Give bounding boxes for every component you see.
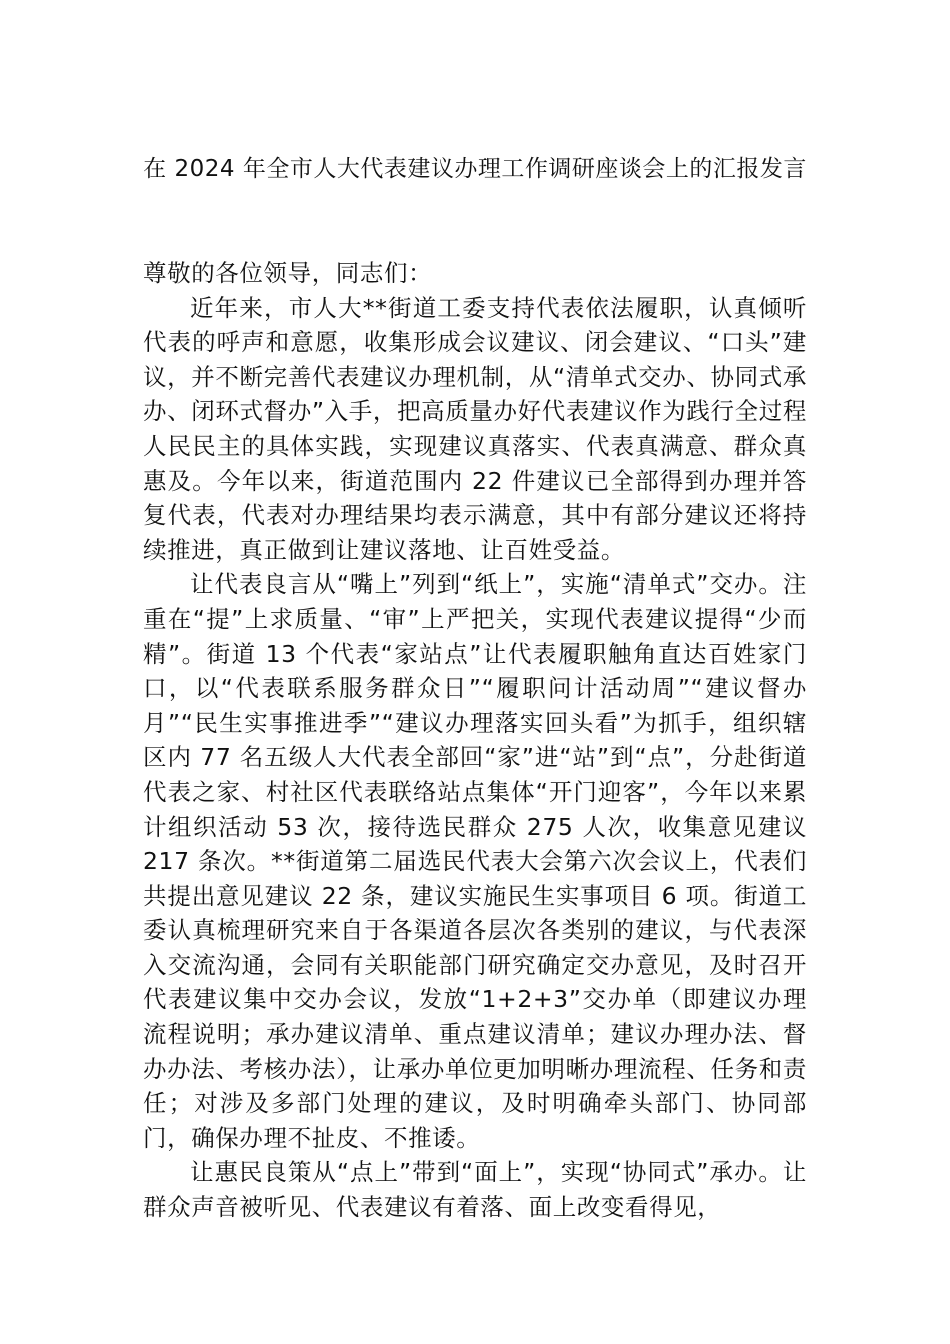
paragraph-assignment: 让代表良言从“嘴上”列到“纸上”，实施“清单式”交办。注重在“提”上求质量、“审”上严把关，实现代表建议提得“少而精”。街道 13 个代表“家站点”让代表履职触角直达百姓家门口，以“代表联系服务群众日”“履职问计活动周”“建议督办月”“民生实事推进季”“建议办理落实回头看”为抓手，组织辖区内 77 名五级人大代表全部回“家”进“站”到“点”，分赴街道代表之家、村社区代表联络站点集体“开门迎客”，今年以来累计组织活动 53 次，接待选民群众 275 人次，收集意见建议 217 条次。**街道第二届选民代表大会第六次会议上，代表们共提出意见建议 22 条，建议实施民生实事项目 6 项。街道工委认真梳理研究来自于各渠道各层次各类别的建议，与代表深入交流沟通，会同有关职能部门研究确定交办意见，及时召开代表建议集中交办会议，发放“1+2+3”交办单（即建议办理流程说明；承办建议清单、重点建议清单；建议办理办法、督办办法、考核办法），让承办单位更加明晰办理流程、任务和责任；对涉及多部门处理的建议，及时明确牵头部门、协同部门，确保办理不扯皮、不推诿。 — [143, 570, 807, 1152]
paragraph-collaboration: 让惠民良策从“点上”带到“面上”，实现“协同式”承办。让群众声音被听见、代表建议有着落、面上改变看得见， — [143, 1158, 807, 1222]
document-title: 在 2024 年全市人大代表建议办理工作调研座谈会上的汇报发言 — [143, 156, 807, 182]
salutation: 尊敬的各位领导，同志们： — [143, 259, 433, 287]
document-body — [143, 256, 807, 1225]
paragraph-intro: 近年来，市人大**街道工委支持代表依法履职，认真倾听代表的呼声和意愿，收集形成会议建议、闭会建议、“口头”建议，并不断完善代表建议办理机制，从“清单式交办、协同式承办、闭环式督办”入手，把高质量办好代表建议作为践行全过程人民民主的具体实践，实现建议真落实、代表真满意、群众真惠及。今年以来，街道范围内 22 件建议已全部得到办理并答复代表，代表对办理结果均表示满意，其中有部分建议还将持续推进，真正做到让建议落地、让百姓受益。 — [143, 293, 807, 564]
